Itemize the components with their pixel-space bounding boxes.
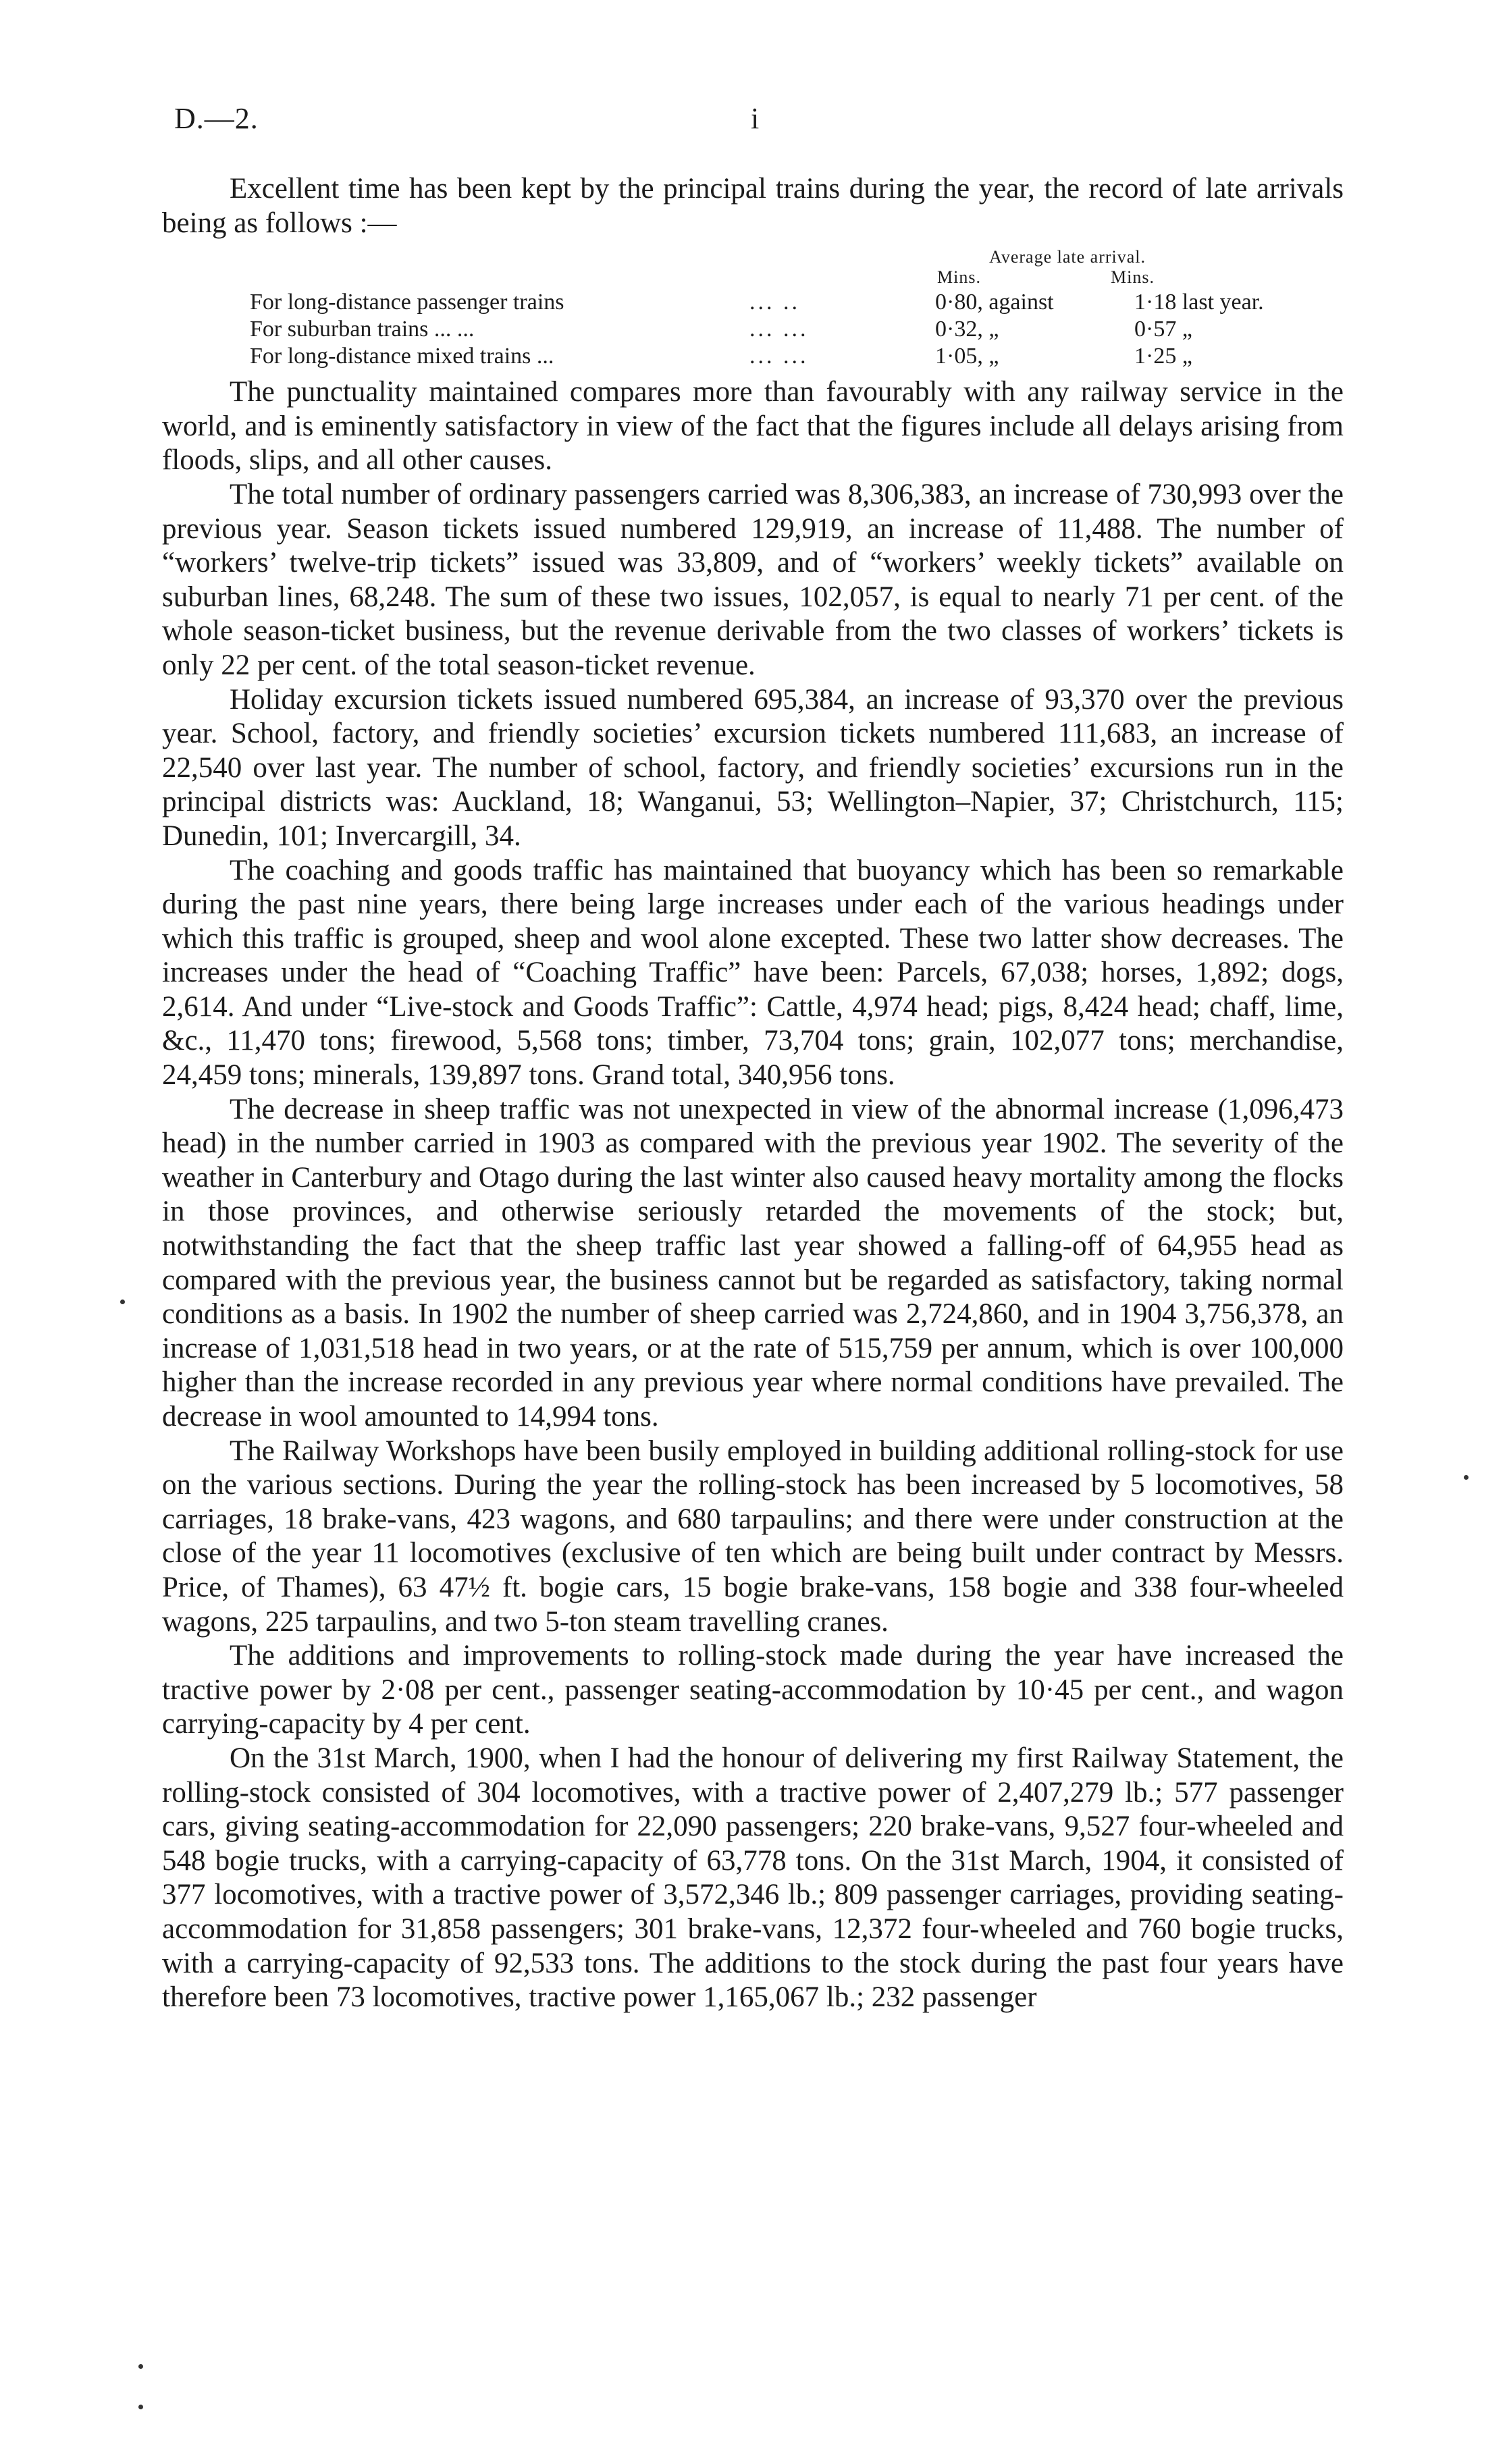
train-type-label: For long-distance passenger trains <box>250 290 564 315</box>
late-arrivals-header <box>162 247 1344 289</box>
dot-leader: ... .. <box>749 290 800 315</box>
paragraph-rolling-stock: On the 31st March, 1900, when I had the honour of delivering my first Railway Statement, the rolling-stock consisted of 304 locomotives, with a tractive power of 2,407,279 lb.; 577 passenger cars, giving seating-accommodation for 22,090 passengers; 220 brake-vans, 9,527 four-wheeled and 548 bogie trucks, with a carrying-capacity of 63,778 tons. On the 31st March, 1904, it consisted of 377 locomotives, with a tractive power of 3,572,346 lb.; 809 passenger carriages, providing seating-accommodation for 31,858 passengers; 301 brake-vans, 12,372 four-wheeled and 760 bogie trucks, with a carrying-capacity of 92,533 tons. The additions to the stock during the past four years have therefore been 73 locomotives, tractive power 1,165,067 lb.; 232 passenger <box>162 1742 1344 2014</box>
paragraph-punctuality: The punctuality maintained compares more than favourably with any railway service in the world, and is eminently satisfactory in view of the fact that the figures include all delays arising from floods, slips, and all other causes. <box>162 376 1344 477</box>
train-type-label: For long-distance mixed trains ... <box>250 344 554 369</box>
page-reference: D.—2. <box>174 102 259 135</box>
late-arrival-row <box>162 289 1344 316</box>
margin-speck <box>1464 1475 1469 1480</box>
paragraph-coaching-goods: The coaching and goods traffic has maintained that buoyancy which has been so remarkable during the past nine years, there being large increases under each of the various headings under which this traffic is grouped, sheep and wool alone excepted. These two latter show decreases. The increases under the head of “Coaching Traffic” have been: Parcels, 67,038; horses, 1,892; dogs, 2,614. And under “Live-stock and Goods Traffic”: Cattle, 4,974 head; pigs, 8,424 head; chaff, lime, &c., 11,470 tons; firewood, 5,568 tons; timber, 73,704 tons; grain, 102,077 tons; merchandise, 24,459 tons; minerals, 139,897 tons. Grand total, 340,956 tons. <box>162 854 1344 1092</box>
paragraph-intro: Excellent time has been kept by the principal trains during the year, the record of late arrivals being as follows :— <box>162 173 1344 239</box>
dot-leader: ... ... <box>749 317 809 342</box>
late-minutes-current: 0·32, „ <box>935 317 999 342</box>
mins-unit-previous: Mins. <box>1111 267 1155 288</box>
paragraph-passengers: The total number of ordinary passengers carried was 8,306,383, an increase of 730,993 over the previous year. Season tickets issued numbered 129,919, an increase of 11,488. The number of “workers’ twelve-trip tickets” issued was 33,809, and of “workers’ weekly tickets” available on suburban lines, 68,248. The sum of these two issues, 102,057, is equal to nearly 71 per cent. of the whole season-ticket business, but the revenue derivable from the two classes of workers’ tickets is only 22 per cent. of the total season-ticket revenue. <box>162 478 1344 681</box>
late-minutes-current: 0·80, against <box>935 290 1054 315</box>
paragraph-improvements: The additions and improvements to rolling-stock made during the year have increased the tractive power by 2·08 per cent., passenger seating-accommodation by 10·45 per cent., and wagon carrying-capacity by 4 per cent. <box>162 1640 1344 1740</box>
late-minutes-previous: 1·18 last year. <box>1134 290 1264 315</box>
paragraph-sheep-traffic: The decrease in sheep traffic was not unexpected in view of the abnormal increase (1,096,473 head) in the number carried in 1903 as compared with the previous year 1902. The severity of the weather in Canterbury and Otago during the last winter also caused heavy mortality among the flocks in those provinces, and otherwise seriously retarded the movements of the stock; but, notwithstanding the fact that the sheep traffic last year showed a falling-off of 64,955 head as compared with the previous year, the business cannot but be regarded as satisfactory, taking normal conditions as a basis. In 1902 the number of sheep carried was 2,724,860, and in 1904 3,756,378, an increase of 1,031,518 head in two years, or at the rate of 515,759 per annum, which is over 100,000 higher than the increase recorded in any previous year where normal conditions have prevailed. The decrease in wool amounted to 14,994 tons. <box>162 1093 1344 1432</box>
late-arrival-row <box>162 343 1344 370</box>
dot-leader: ... ... <box>749 344 809 369</box>
margin-speck <box>120 1300 125 1304</box>
body-text <box>162 172 1344 2015</box>
late-arrivals-table <box>162 247 1344 370</box>
late-minutes-current: 1·05, „ <box>935 344 999 369</box>
average-late-arrival-heading: Average late arrival. <box>989 247 1146 267</box>
late-minutes-previous: 0·57 „ <box>1134 317 1192 342</box>
late-arrival-row <box>162 316 1344 343</box>
mins-unit-current: Mins. <box>937 267 981 288</box>
margin-speck <box>138 2364 143 2369</box>
page-number: i <box>751 102 760 135</box>
paragraph-workshops: The Railway Workshops have been busily employed in building additional rolling-stock for use on the various sections. During the year the rolling-stock has been increased by 5 locomotives, 58 carriages, 18 brake-vans, 423 wagons, and 680 tarpaulins; and there were under construction at the close of the year 11 locomotives (exclusive of ten which are being built under contract by Messrs. Price, of Thames), 63 47½ ft. bogie cars, 15 bogie brake-vans, 158 bogie and 338 four-wheeled wagons, 225 tarpaulins, and two 5-ton steam travelling cranes. <box>162 1435 1344 1638</box>
late-minutes-previous: 1·25 „ <box>1134 344 1192 369</box>
train-type-label: For suburban trains ... ... <box>250 317 475 342</box>
paragraph-excursions: Holiday excursion tickets issued numbered 695,384, an increase of 93,370 over the previous year. School, factory, and friendly societies’ excursion tickets numbered 111,683, an increase of 22,540 over last year. The number of school, factory, and friendly societies’ excursions run in the principal districts was: Auckland, 18; Wanganui, 53; Wellington–Napier, 37; Christchurch, 115; Dunedin, 101; Invercargill, 34. <box>162 683 1344 852</box>
margin-speck <box>138 2405 143 2409</box>
